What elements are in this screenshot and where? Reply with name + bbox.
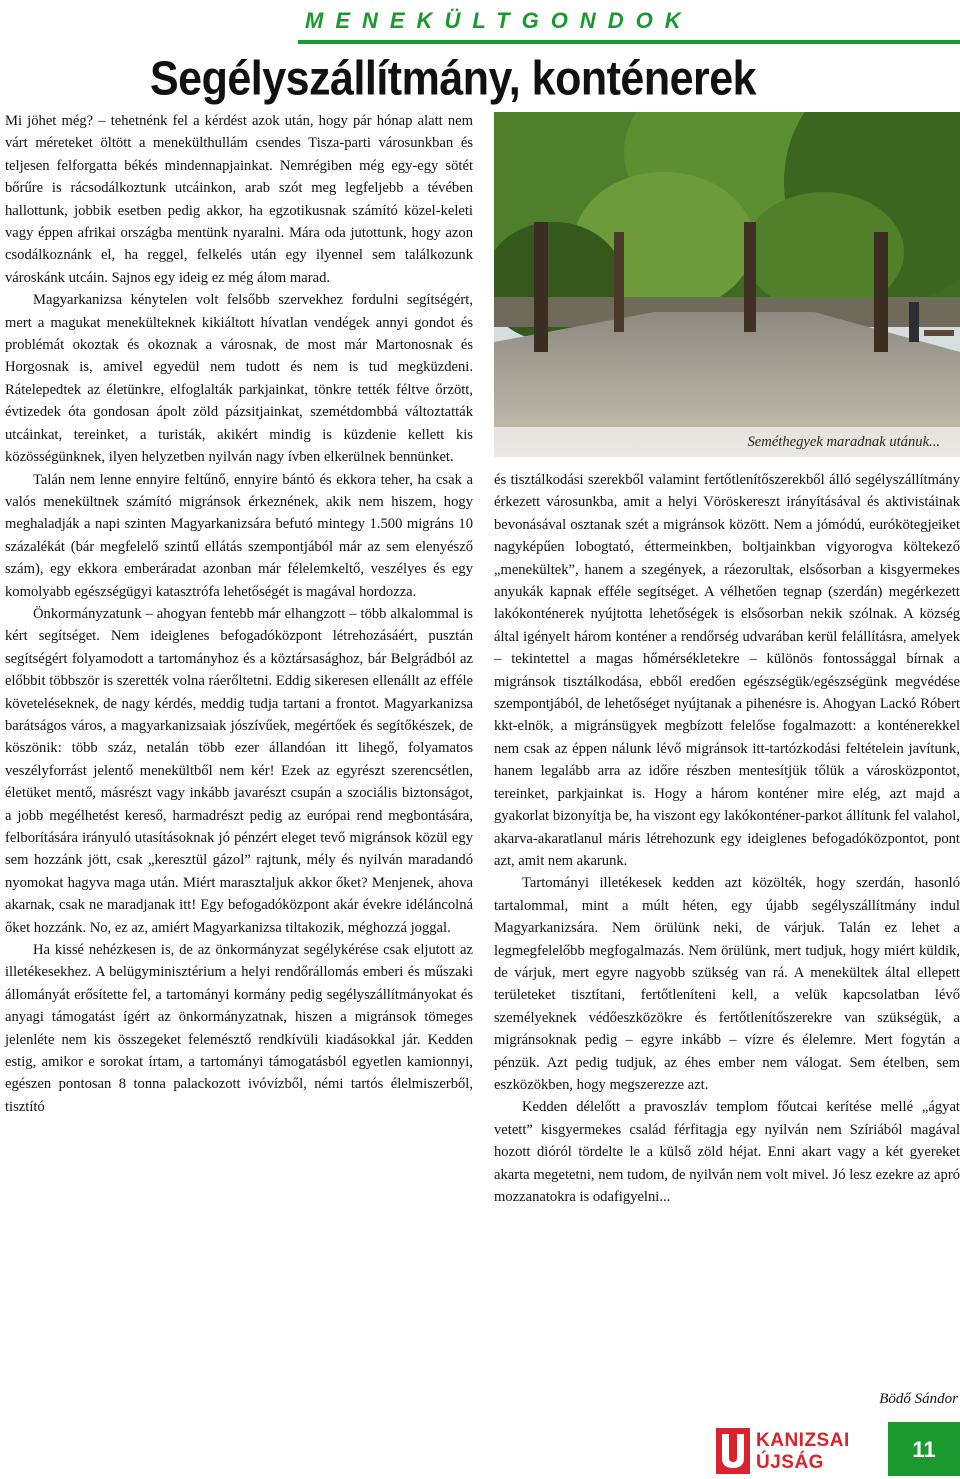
- park-photo: [494, 112, 960, 457]
- paragraph: Talán nem lenne ennyire feltűnő, ennyire bántó és ekkora teher, ha csak a valós menekültnek számító migránsok érkeznének, akik nem hiszem, hogy meghaladják a napi szinten Magyarkanizsára befutó mintegy 1.500 migráns 10 százalékát (bár megfelelő szintű ellátás szempontjából már az sem elenyésző szám), egy ekkora emberáradat azonban már félelemkeltő, veszélyes és egy komolyabb egészségügyi katasztrófa lehetőségét is magával hordozza.: [5, 471, 473, 600]
- left-column: [5, 110, 473, 1118]
- paragraph: Magyarkanizsa kénytelen volt felsőbb szervekhez fordulni segítségért, mert a magukat menekülteknek kikiáltott hívatlan vendégek annyi gondot és problémát okoztak és okoznak a városnak, de most már Martonosnak és Horgosnak is, amivel egyedül nem tudott és nem is tud megküzdeni. Rátelepedtek az életünkre, elfoglalták parkjainkat, tönkre tették féltve őrzött, évtizedek óta gondosan ápolt zöld pázsitjainkat, szemétdombbá változtatták utcáinkat, tereinket, a turisták, akikért mindig is küzdenie kellett kis közösségünknek, ilyen helyzetben nyilván nagy ívben elkerülnek bennünket.: [5, 292, 473, 466]
- paragraph: Önkormányzatunk – ahogyan fentebb már elhangzott – több alkalommal is kért segítséget. Nem ideiglenes befogadóközpont létrehozásáért, pusztán segítségért folyamodott a tartományhoz és a köztársasághoz, bár Belgrádból az előbbit többször is szerették volna ráerőltetni. Eddig sikeresen ellenállt az efféle követeléseknek, de nagy kérdés, meddig tudja tartani a frontot. Magyarkanizsa barátságos város, a magyarkanizsaiak jószívűek, megértőek és segítőkészek, de köszönik: több száz, netalán több ezer állandóan itt lihegő, folyamatos veszélyforrást jelentő menekültből nem kér! Ezek az egyrészt szerencsétlen, életüket mentő, másrészt vagy inkább javarészt csupán a szociális biztonságot, a jobb megélhetést kereső, harmadrészt pedig az európai rend megbontására, felborítására irányuló utasításoknak jó pénzért eleget tevő migránsok közül egy sem hozzánk jött, csak „keresztül gázol” rajtunk, mély és nyilván maradandó nyomokat hagyva maga után. Miért marasztaljuk akkor őket? Menjenek, ahova akarnak, csak ne maradjanak itt! Egy befogadóközpont akár évekre idéláncolná őket hozzánk. No, ez az, amiért Magyarkanizsa tiltakozik, méghozzá joggal.: [5, 605, 473, 936]
- logo-line-2: ÚJSÁG: [756, 1452, 824, 1473]
- paragraph: Ha kissé nehézkesen is, de az önkormányzat segélykérése csak eljutott az illetékesekhez. A belügyminisztérium a helyi rendőrállomás emberi és műszaki állományát erősítette fel, a tartományi kormány pedig segélyszállítmányokat és anyagi támogatást ígért az önkormányzatnak, hiszen a migránsok tömeges jelenléte nem kis összegeket felemésztő rendkívüli kiadásokkal jár. Kedden estig, amikor e sorokat írtam, a tartományi támogatásból egyetlen kamionnyi, egészen pontosan 8 tonna palackozott ivóvízből, némi tartós élelmiszerből, tisztító: [5, 942, 473, 1115]
- right-column: [494, 469, 960, 1208]
- logo-mark-icon: [716, 1428, 750, 1474]
- paragraph: Kedden délelőtt a pravoszláv templom főutcai kerítése mellé „ágyat vetett” kisgyermekes család férfitagja egy nyilván nem Szíriából magával hozott dióról tördelte le a külső zöld héjat. Enni akart vagy a két gyereket akarta megetetni, nem tudom, de nyilván nem volt mivel. Jó lesz ezekre az apró mozzanatokra is odafigyelni...: [494, 1099, 960, 1205]
- logo-line-1: KANIZSAI: [756, 1430, 850, 1451]
- paragraph: Tartományi illetékesek kedden azt közölték, hogy szerdán, hasonló tartalommal, mint a múlt héten, egy újabb segélyszállítmány indul Magyarkanizsára. Nem örülünk neki, de várjuk. Talán ez lehet a legmegfelelőbb megfogalmazás. Nem örülünk, mert tudjuk, hogy miért küldik, de várjuk, mert egyre nagyobb szükség van rá. A menekültek által ellepett területeket tisztítani, fertőtleníteni kell, a velük kapcsolatban lévő személyeknek védőeszközökre és fertőtlenítőszerekre van szükségük, a migránsoknak pedig – egyre inkább – vízre és élelemre. Mert fogytán a pénzük. Azt pedig tudjuk, az éhes ember nem válogat. Sem ételben, sem eszközökben, hogy megszerezze azt.: [494, 875, 960, 1093]
- paragraph: és tisztálkodási szerekből valamint fertőtlenítőszerekből álló segélyszállítmány érkezett városunkba, amit a helyi Vöröskereszt irányításával és aktivistáinak bevonásával osztanak szét a migránsok között. Nem a jómódú, eurókötegjeiket nagyképűen lobogtató, éttermeinkben, boltjainkban vigyorogva költekező „menekültek”, hanem a szegények, a ráezorultak, elsősorban a kisgyermekes anyukák kapnak efféle segítséget. A vélhetően tegnap (szerdán) megérkezett lakókonténerek nyújtotta lehetőségek is elsősorban nekik szólnak. A község által igényelt három konténer a rendőrség udvarában kerül felállításra, amelyek – tekintettel a magas hőmérsékletekre – különös fontossággal bírnak a migránsok tisztálkodása, ebből eredően egészségük/egészségünk megvédése szempontjából, de lehetőséget nyújtanak a pihenésre is. Ahogyan Lackó Róbert kkt-elnök, a migránsügyek megbízott felelőse fogalmazott: a konténerekkel nem csak az éppen nálunk lévő migránsok itt-tartózkodási feltételein javítunk, hanem legalább arra az időre részben mentesítjük tőlük a városközpontot, tereinket, parkjainkat is. Hogy a három konténer mire elég, azt majd a gyakorlat bizonyítja be, ha viszont egy lakókonténer-parkot állítunk fel valahol, akarva-akaratlanul máris létrehozunk egy ideiglenes befogadóközpontot, pont azt, amit nem akarunk.: [494, 472, 960, 869]
- photo-caption: Seméthegyek maradnak utánuk...: [494, 427, 960, 457]
- paragraph: Mi jöhet még? – tehetnénk fel a kérdést azok után, hogy pár hónap alatt nem várt méreteket öltött a menekülthullám csendes Tisza-parti városunkban és teljesen felforgatta békés mindennapjainkat. Nemrégiben még egy-egy sötét bőrűre is rácsodálkoztunk utcáinkon, arab szót meg legfeljebb a tévében hallottunk, jobbik esetben pedig akkor, ha egzotikusnak számító közel-keleti vagy éppen afrikai országba mentünk nyaralni. Mára oda jutottunk, hogy azon csodálkoznánk el, ha reggel, felkelés után egy ilyennel sem találkozunk városkánk utcáin. Sajnos egy ideig ez még álom marad.: [5, 113, 473, 286]
- kicker-rule: [298, 40, 960, 44]
- article-headline: Segélyszállítmány, konténerek: [150, 52, 757, 106]
- publication-logo: [716, 1428, 876, 1474]
- author-byline: Bödő Sándor: [879, 1391, 958, 1407]
- park-photo-illustration: [494, 112, 960, 457]
- page-number: 11: [888, 1422, 960, 1476]
- section-kicker: MENEKÜLTGONDOK: [305, 8, 693, 33]
